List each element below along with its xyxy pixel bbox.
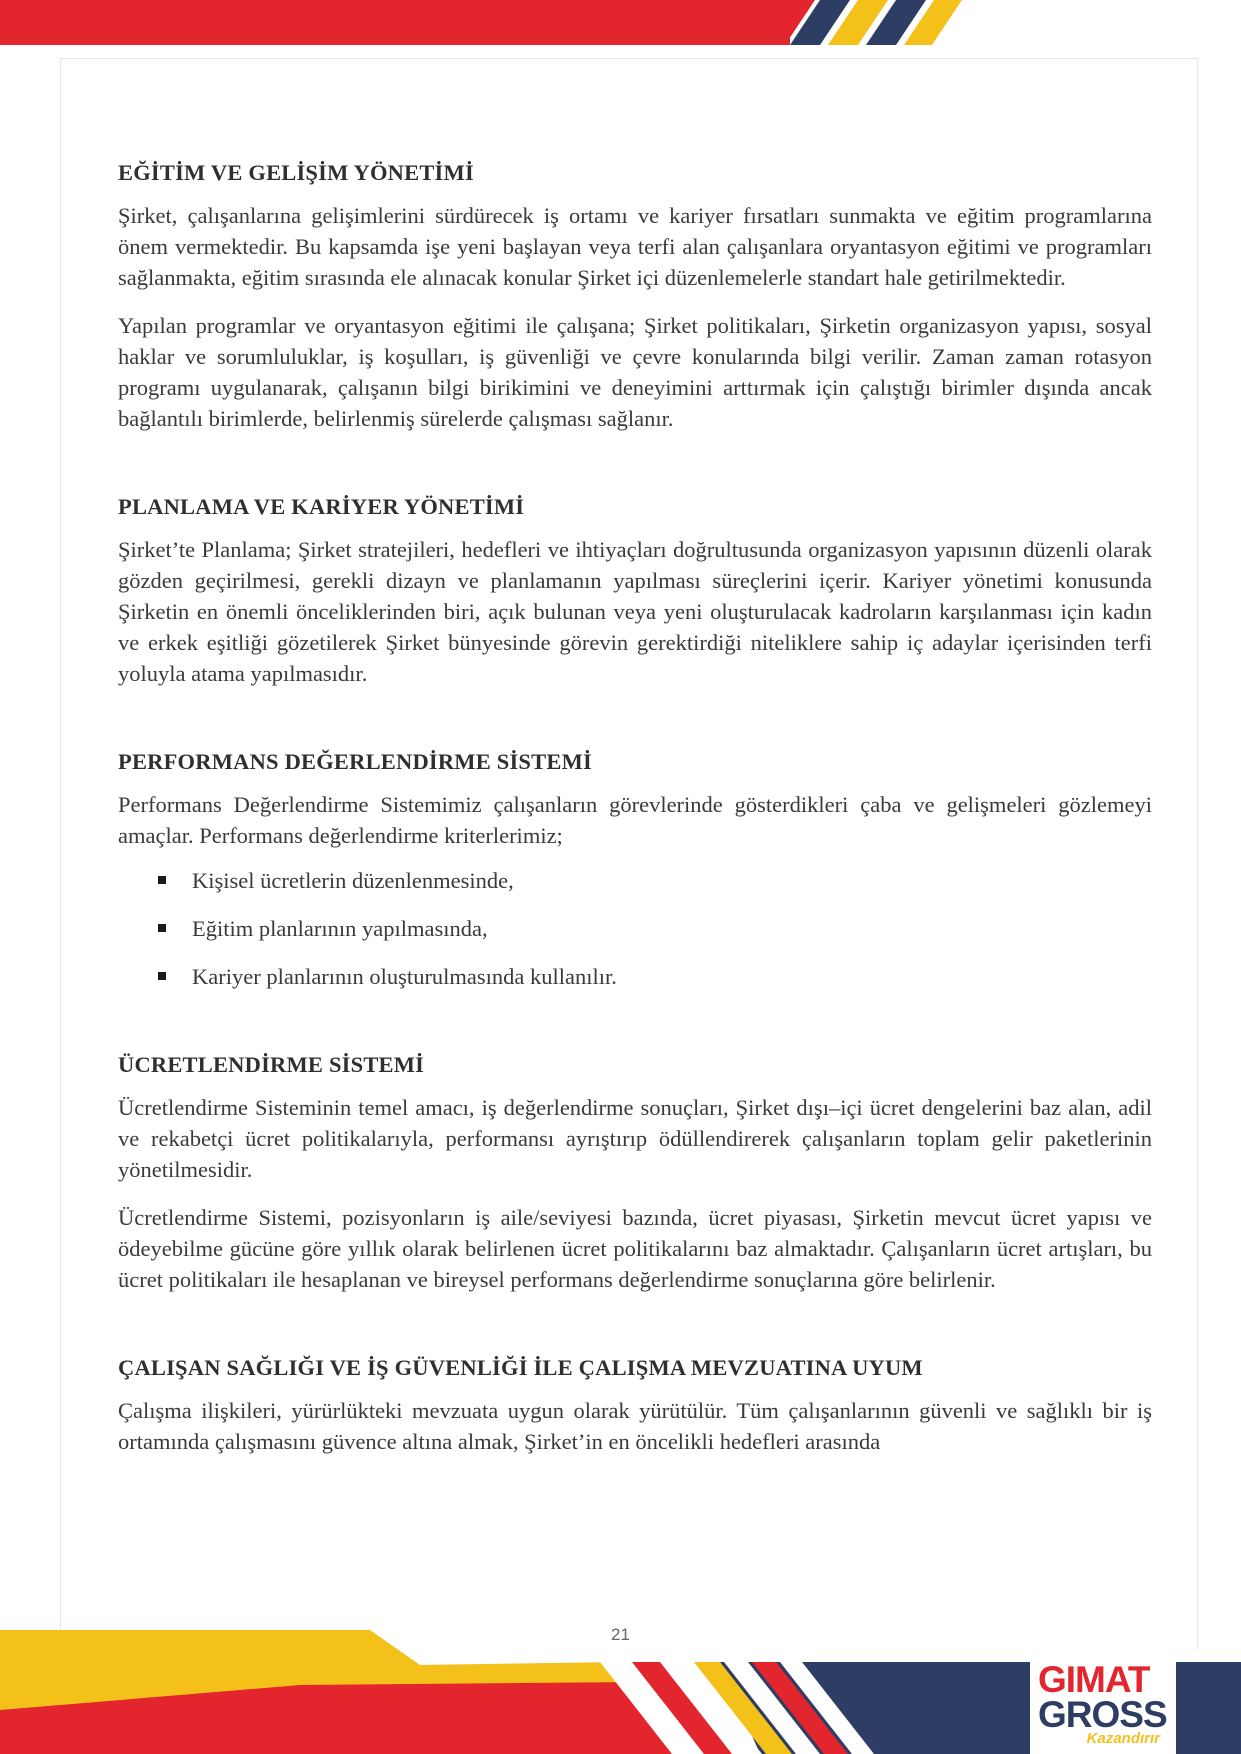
- bullet-icon: [158, 972, 166, 980]
- section-heading: ÜCRETLENDİRME SİSTEMİ: [118, 1052, 425, 1077]
- section-heading: EĞİTİM VE GELİŞİM YÖNETİMİ: [118, 160, 474, 185]
- section-health-safety: [118, 1355, 1152, 1457]
- bullet-icon: [158, 924, 166, 932]
- paragraph: Ücretlendirme Sisteminin temel amacı, iş değerlendirme sonuçları, Şirket dışı–içi ücret dengelerini baz alan, adil ve rekabetçi ücret politikalarıyla, performansı ayrıştırıp ödüllendirerek çalışanların toplam gelir paketlerinin yönetilmesidir.: [118, 1095, 1152, 1182]
- section-training: [118, 160, 1152, 434]
- logo-line-1: GIMAT: [1038, 1659, 1150, 1700]
- section-planning-career: [118, 494, 1152, 689]
- logo-line-2: GROSS: [1038, 1694, 1167, 1735]
- gimat-gross-logo: [1038, 1659, 1168, 1750]
- list-item-text: Kişisel ücretlerin düzenlenmesinde,: [192, 868, 514, 893]
- list-item: [158, 961, 1152, 992]
- section-heading: PLANLAMA VE KARİYER YÖNETİMİ: [118, 494, 525, 519]
- list-item: [158, 865, 1152, 896]
- document-body: [118, 160, 1152, 1474]
- logo-tagline: Kazandırır: [1086, 1730, 1160, 1747]
- page-number: 21: [611, 1625, 630, 1644]
- list-item-text: Kariyer planlarının oluşturulmasında kullanılır.: [192, 964, 617, 989]
- paragraph: Şirket’te Planlama; Şirket stratejileri, hedefleri ve ihtiyaçları doğrultusunda organizasyon yapısının düzenli olarak gözden geçirilmesi, gerekli dizayn ve planlamanın yapılması süreçlerini içerir. Kariyer yönetimi konusunda Şirketin en önemli önceliklerinden biri, açık bulunan veya yeni oluşturulacak kadroların karşılanması için kadın ve erkek eşitliği gözetilerek Şirket bünyesinde görevin gerektirdiği niteliklere sahip iç adaylar içerisinden terfi yoluyla atama yapılmasıdır.: [118, 537, 1152, 686]
- top-decorative-band: [0, 0, 1241, 60]
- section-heading: PERFORMANS DEĞERLENDİRME SİSTEMİ: [118, 749, 592, 774]
- section-heading: ÇALIŞAN SAĞLIĞI VE İŞ GÜVENLİĞİ İLE ÇALIŞMA MEVZUATINA UYUM: [118, 1355, 923, 1380]
- bullet-icon: [158, 876, 166, 884]
- criteria-list: [118, 865, 1152, 992]
- list-item-text: Eğitim planlarının yapılmasında,: [192, 916, 488, 941]
- paragraph: Çalışma ilişkileri, yürürlükteki mevzuata uygun olarak yürütülür. Tüm çalışanlarının güvenli ve sağlıklı bir iş ortamında çalışmasını güvence altına almak, Şirket’in en öncelikli hedefleri arasında: [118, 1398, 1152, 1454]
- paragraph: Yapılan programlar ve oryantasyon eğitimi ile çalışana; Şirket politikaları, Şirketin organizasyon yapısı, sosyal haklar ve sorumluluklar, iş koşulları, iş güvenliği ve çevre konularında bilgi verilir. Zaman zaman rotasyon programı uygulanarak, çalışanın bilgi birikimini ve deneyimini arttırmak için çalıştığı birimler dışında ancak bağlantılı birimlerde, belirlenmiş sürelerde çalışması sağlanır.: [118, 313, 1152, 431]
- section-performance: [118, 749, 1152, 992]
- list-item: [158, 913, 1152, 944]
- paragraph: Performans Değerlendirme Sistemimiz çalışanların görevlerinde gösterdikleri çaba ve gelişmeleri gözlemeyi amaçlar. Performans değerlendirme kriterlerimiz;: [118, 792, 1152, 848]
- paragraph: Şirket, çalışanlarına gelişimlerini sürdürecek iş ortamı ve kariyer fırsatları sunmakta ve eğitim programlarına önem vermektedir. Bu kapsamda işe yeni başlayan veya terfi alan çalışanlara oryantasyon eğitimi ve programları sağlanmakta, eğitim sırasında ele alınacak konular Şirket içi düzenlemelerle standart hale getirilmektedir.: [118, 203, 1152, 290]
- paragraph: Ücretlendirme Sistemi, pozisyonların iş aile/seviyesi bazında, ücret piyasası, Şirketin mevcut ücret yapısı ve ödeyebilme gücüne göre yıllık olarak belirlenen ücret politikalarını baz almaktadır. Çalışanların ücret artışları, bu ücret politikaları ile hesaplanan ve bireysel performans değerlendirme sonuçlarına göre belirlenir.: [118, 1205, 1152, 1292]
- section-compensation: [118, 1052, 1152, 1295]
